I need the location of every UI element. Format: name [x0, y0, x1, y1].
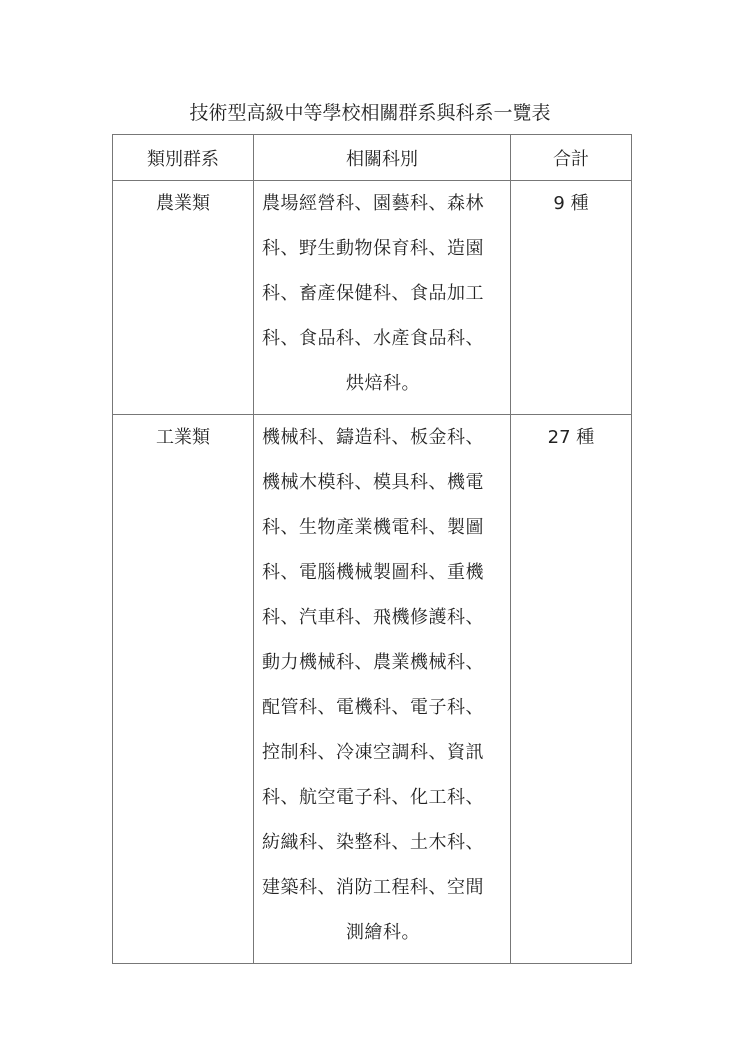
- department-line: 科、電腦機械製圖科、重機: [262, 562, 484, 583]
- table-row: [113, 415, 632, 964]
- header-departments: 相關科別: [254, 135, 511, 181]
- table-header-row: [113, 135, 632, 181]
- total-cell: 9 種: [511, 181, 632, 415]
- department-line: 科、汽車科、飛機修護科、: [262, 607, 484, 628]
- department-line: 機械科、鑄造科、板金科、: [262, 427, 484, 448]
- department-line: 科、野生動物保育科、造園: [262, 238, 484, 259]
- total-cell: 27 種: [511, 415, 632, 964]
- category-cell: 工業類: [113, 415, 254, 964]
- department-line: 農場經營科、園藝科、森林: [262, 193, 484, 214]
- document-title: 技術型高級中等學校相關群系與科系一覽表: [189, 102, 551, 124]
- department-line: 科、航空電子科、化工科、: [262, 787, 484, 808]
- department-line: 控制科、冷凍空調科、資訊: [262, 742, 484, 763]
- table-row: [113, 181, 632, 415]
- department-line: 機械木模科、模具科、機電: [262, 472, 484, 493]
- department-line: 科、生物產業機電科、製圖: [262, 517, 484, 538]
- department-line: 科、食品科、水產食品科、: [262, 328, 484, 349]
- header-category: 類別群系: [113, 135, 254, 181]
- departments-cell: [254, 181, 511, 415]
- department-line: 建築科、消防工程科、空間: [262, 877, 484, 898]
- department-line: 科、畜產保健科、食品加工: [262, 283, 484, 304]
- departments-cell: [254, 415, 511, 964]
- department-line: 配管科、電機科、電子科、: [262, 697, 484, 718]
- department-line: 動力機械科、農業機械科、: [262, 652, 484, 673]
- department-line: 測繪科。: [346, 922, 420, 943]
- header-total: 合計: [511, 135, 632, 181]
- departments-table: [112, 134, 632, 964]
- department-line: 烘焙科。: [346, 373, 420, 394]
- department-line: 紡織科、染整科、土木科、: [262, 832, 484, 853]
- category-cell: 農業類: [113, 181, 254, 415]
